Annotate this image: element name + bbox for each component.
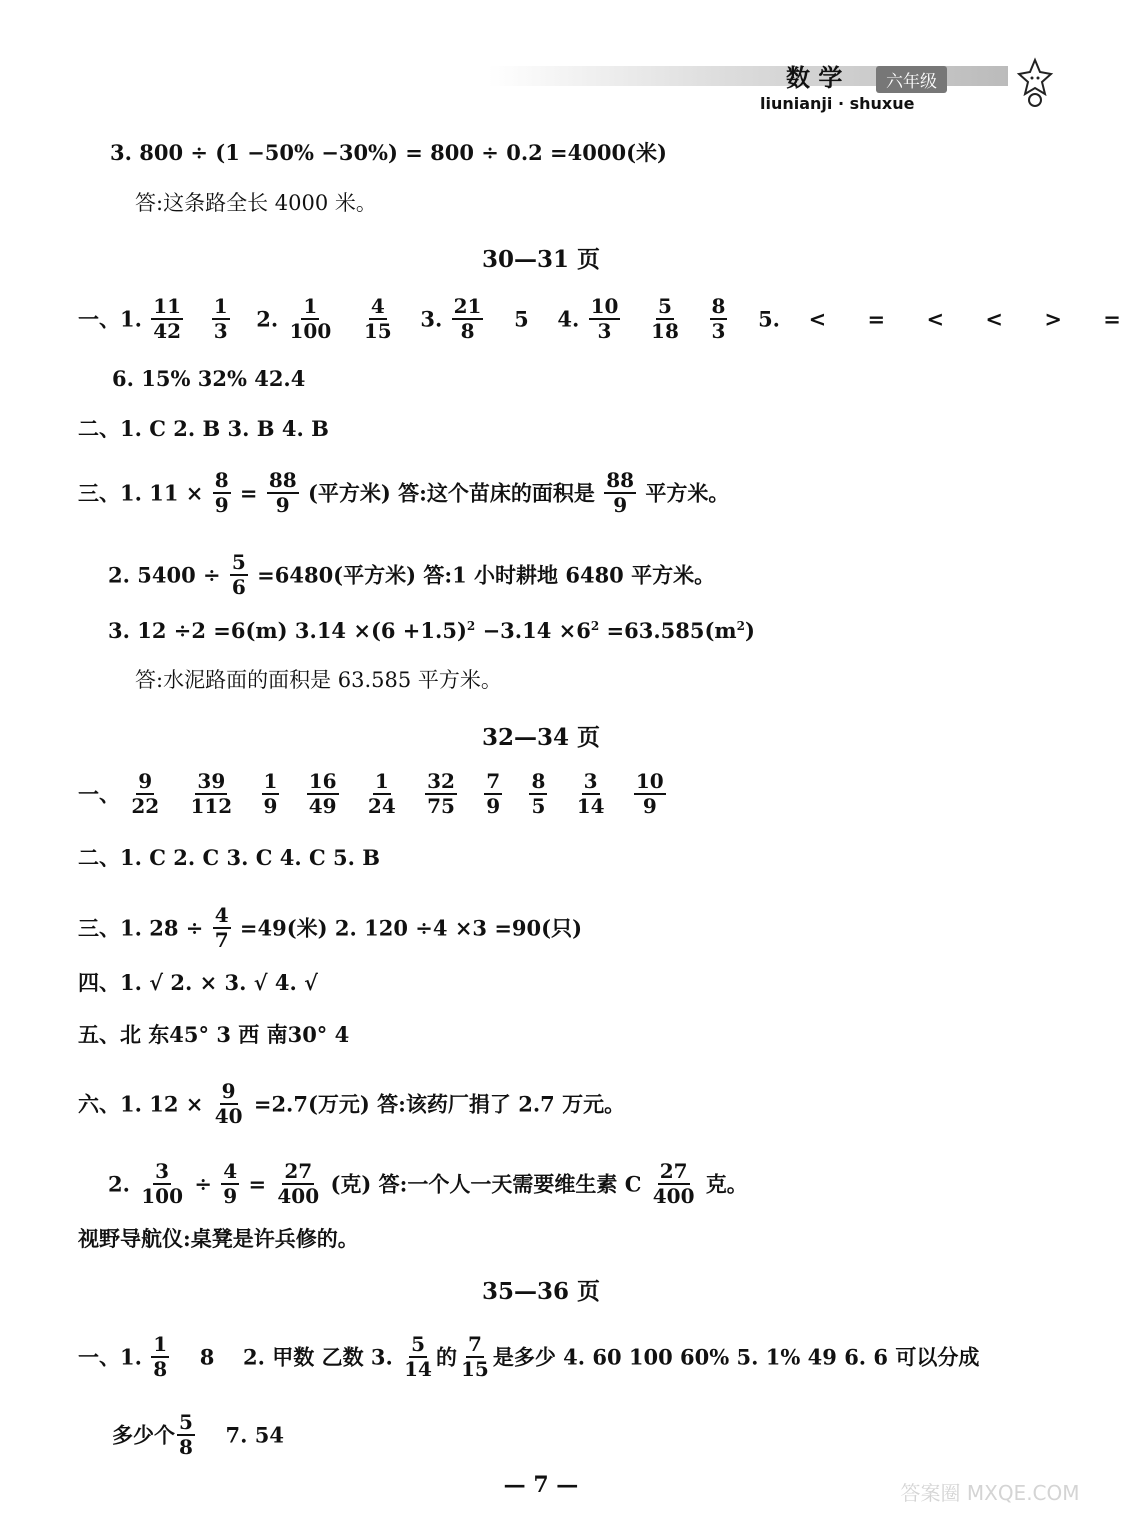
numerator: 1	[374, 769, 389, 793]
numerator: 3	[155, 1159, 170, 1183]
numerator: 39	[197, 769, 226, 793]
fraction	[188, 771, 234, 817]
denominator: 5	[531, 794, 546, 818]
answer-line: 答:这条路全长 4000 米。	[135, 191, 377, 215]
denominator: 15	[460, 1357, 489, 1381]
fraction	[213, 905, 231, 951]
denominator: 6	[231, 575, 246, 599]
numerator: 9	[221, 1079, 236, 1103]
section-title: 30—31 页	[481, 246, 601, 273]
denominator: 8	[179, 1435, 193, 1459]
page-header	[488, 58, 1058, 120]
numerator: 8	[711, 294, 726, 318]
fraction	[151, 296, 183, 342]
denominator: 9	[486, 794, 501, 818]
denominator: 49	[308, 794, 337, 818]
expr-text: (平方米) 答:这个苗床的面积是	[308, 480, 595, 506]
grade-badge: 六年级	[876, 66, 947, 93]
expr-text: 3. 12 ÷2 =6(m) 3.14 ×(6 +1.5)	[108, 618, 467, 643]
numerator: 5	[658, 294, 672, 318]
subject-title: 数 学	[786, 64, 843, 92]
item-label: 一、1.	[78, 306, 142, 332]
answer-line: 四、1. √ 2. × 3. √ 4. √	[78, 970, 318, 995]
denominator: 9	[263, 794, 278, 818]
fraction	[307, 771, 339, 817]
expr-text: =	[248, 1171, 267, 1197]
comparison-sign: =	[867, 306, 886, 332]
expr-text: =2.7(万元) 答:该药厂捐了 2.7 万元。	[253, 1091, 626, 1117]
fraction	[529, 771, 547, 817]
comparison-sign: >	[1044, 306, 1062, 332]
expr-text: 六、1. 12 ×	[78, 1091, 204, 1117]
denominator: 100	[289, 319, 332, 343]
denominator: 75	[427, 794, 455, 818]
fraction	[649, 296, 681, 342]
expr-text: 2.	[108, 1171, 130, 1197]
numerator: 16	[308, 769, 337, 793]
denominator: 24	[367, 794, 396, 818]
denominator: 8	[153, 1357, 168, 1381]
numerator: 27	[284, 1159, 313, 1183]
fraction	[230, 552, 248, 598]
numerator: 5	[231, 550, 246, 574]
numerator: 32	[427, 769, 455, 793]
denominator: 18	[651, 319, 679, 343]
expr-text: −3.14 ×6	[482, 618, 591, 643]
answer-line	[78, 1079, 626, 1129]
fraction	[213, 1081, 245, 1127]
answer-line: 视野导航仪:桌凳是许兵修的。	[78, 1226, 359, 1251]
comparison-sign: <	[985, 306, 1003, 332]
item-label: 一、	[78, 781, 120, 807]
expr-text: 7. 54	[225, 1422, 285, 1448]
numerator: 10	[635, 769, 664, 793]
expr-text: 三、1. 11 ×	[78, 480, 204, 506]
page-number: — 7 —	[503, 1472, 579, 1498]
numerator: 3	[583, 769, 598, 793]
denominator: 112	[190, 794, 233, 818]
numerator: 5	[411, 1332, 426, 1356]
expr-text: ÷	[194, 1171, 212, 1197]
expr-text: 2. 甲数 乙数 3.	[243, 1344, 393, 1370]
fraction	[139, 1161, 185, 1207]
numerator: 11	[153, 294, 182, 318]
item-label: 4.	[557, 306, 580, 332]
answer-value: 5	[514, 306, 529, 332]
numerator: 88	[268, 468, 297, 492]
fraction	[459, 1334, 491, 1380]
answer-line	[108, 550, 716, 600]
numerator: 1	[303, 294, 318, 318]
cartoon-mascot-icon	[1018, 58, 1052, 110]
answer-line	[108, 620, 755, 641]
denominator: 9	[214, 493, 229, 517]
fraction	[604, 470, 636, 516]
denominator: 7	[214, 928, 229, 952]
fraction	[575, 771, 607, 817]
numerator: 1	[153, 1332, 168, 1356]
item-label: 5.	[758, 306, 780, 332]
numerator: 21	[453, 294, 482, 318]
answer-line: 答:水泥路面的面积是 63.585 平方米。	[135, 668, 502, 692]
denominator: 9	[613, 493, 628, 517]
fraction	[275, 1161, 321, 1207]
comparison-sign: <	[926, 306, 945, 332]
numerator: 5	[179, 1410, 193, 1434]
denominator: 9	[223, 1184, 238, 1208]
exponent: 2	[590, 619, 600, 633]
fraction	[366, 771, 398, 817]
fraction	[589, 296, 621, 342]
numerator: 27	[659, 1159, 688, 1183]
expr-text: (克) 答:一个人一天需要维生素 C	[330, 1171, 642, 1197]
answer-line: 6. 15% 32% 42.4	[112, 366, 306, 391]
denominator: 22	[131, 794, 160, 818]
answer-line: 五、北 东45° 3 西 南30° 4	[78, 1022, 350, 1047]
numerator: 8	[214, 468, 229, 492]
fraction	[710, 296, 728, 342]
item-label: 2.	[256, 306, 279, 332]
fraction	[151, 1334, 169, 1380]
fraction	[262, 771, 280, 817]
fraction	[362, 296, 394, 342]
section-title: 32—34 页	[481, 724, 601, 751]
numerator: 7	[467, 1332, 482, 1356]
fraction	[484, 771, 502, 817]
answer-line: 二、1. C 2. C 3. C 4. C 5. B	[78, 845, 381, 870]
fraction	[212, 296, 230, 342]
expr-text: =6480(平方米) 答:1 小时耕地 6480 平方米。	[257, 562, 716, 588]
numerator: 9	[138, 769, 153, 793]
fraction	[221, 1161, 239, 1207]
denominator: 42	[153, 319, 182, 343]
fraction	[634, 771, 666, 817]
expr-text: =49(米) 2. 120 ÷4 ×3 =90(只)	[239, 915, 583, 941]
numerator: 88	[606, 468, 635, 492]
numerator: 10	[590, 294, 619, 318]
numerator: 4	[214, 903, 229, 927]
denominator: 3	[711, 319, 726, 343]
expr-text: =	[239, 480, 258, 506]
fraction	[651, 1161, 697, 1207]
denominator: 100	[141, 1184, 183, 1208]
fraction	[177, 1412, 195, 1458]
denominator: 400	[277, 1184, 320, 1208]
answer-line	[108, 1159, 748, 1209]
item-label: 一、1.	[78, 1344, 142, 1370]
exponent: 2	[736, 619, 745, 633]
item-label: 3.	[420, 306, 443, 332]
pinyin-label: liunianji · shuxue	[760, 94, 915, 113]
fraction	[267, 470, 299, 516]
answer-line: 3. 800 ÷ (1 −50% −30%) = 800 ÷ 0.2 =4000(米)	[110, 140, 667, 165]
denominator: 9	[275, 493, 290, 517]
numerator: 7	[486, 769, 501, 793]
numerator: 4	[370, 294, 385, 318]
answer-line	[112, 1410, 285, 1460]
expr-text: 克。	[705, 1171, 748, 1197]
answer-line	[78, 468, 730, 518]
denominator: 8	[460, 319, 475, 343]
answer-line	[78, 903, 583, 953]
numerator: 4	[223, 1159, 238, 1183]
fraction	[452, 296, 484, 342]
fraction	[402, 1334, 434, 1380]
answer-value: 8	[199, 1344, 215, 1370]
expr-text: =63.585(m	[606, 618, 737, 643]
fraction	[129, 771, 161, 817]
expr-text: 三、1. 28 ÷	[78, 915, 204, 941]
comparison-sign: <	[808, 306, 827, 332]
fraction	[425, 771, 457, 817]
numerator: 1	[213, 294, 228, 318]
answer-line: 二、1. C 2. B 3. B 4. B	[78, 416, 329, 441]
expr-text: )	[744, 618, 755, 643]
watermark-text: 答案圈 MXQE.COM	[900, 1481, 1080, 1505]
watermark-logo-icon	[900, 1478, 1080, 1534]
expr-text: 2. 5400 ÷	[108, 562, 221, 588]
fraction	[213, 470, 231, 516]
denominator: 15	[363, 319, 392, 343]
denominator: 14	[576, 794, 605, 818]
answer-line	[78, 769, 668, 819]
fraction	[288, 296, 334, 342]
denominator: 40	[214, 1104, 243, 1128]
answer-line	[78, 1332, 980, 1382]
denominator: 3	[597, 319, 612, 343]
numerator: 1	[263, 769, 278, 793]
expr-text: 是多少 4. 60 100 60% 5. 1% 49 6. 6 可以分成	[492, 1344, 980, 1370]
expr-text: 的	[435, 1344, 457, 1370]
denominator: 3	[213, 319, 228, 343]
numerator: 8	[531, 769, 546, 793]
denominator: 9	[642, 794, 657, 818]
exponent: 2	[466, 619, 476, 633]
expr-text: 平方米。	[645, 480, 730, 506]
section-title: 35—36 页	[481, 1278, 601, 1305]
expr-text: 多少个	[112, 1422, 175, 1448]
denominator: 400	[652, 1184, 695, 1208]
comparison-sign: =	[1103, 306, 1121, 332]
answer-line	[78, 294, 1121, 344]
denominator: 14	[404, 1357, 432, 1381]
